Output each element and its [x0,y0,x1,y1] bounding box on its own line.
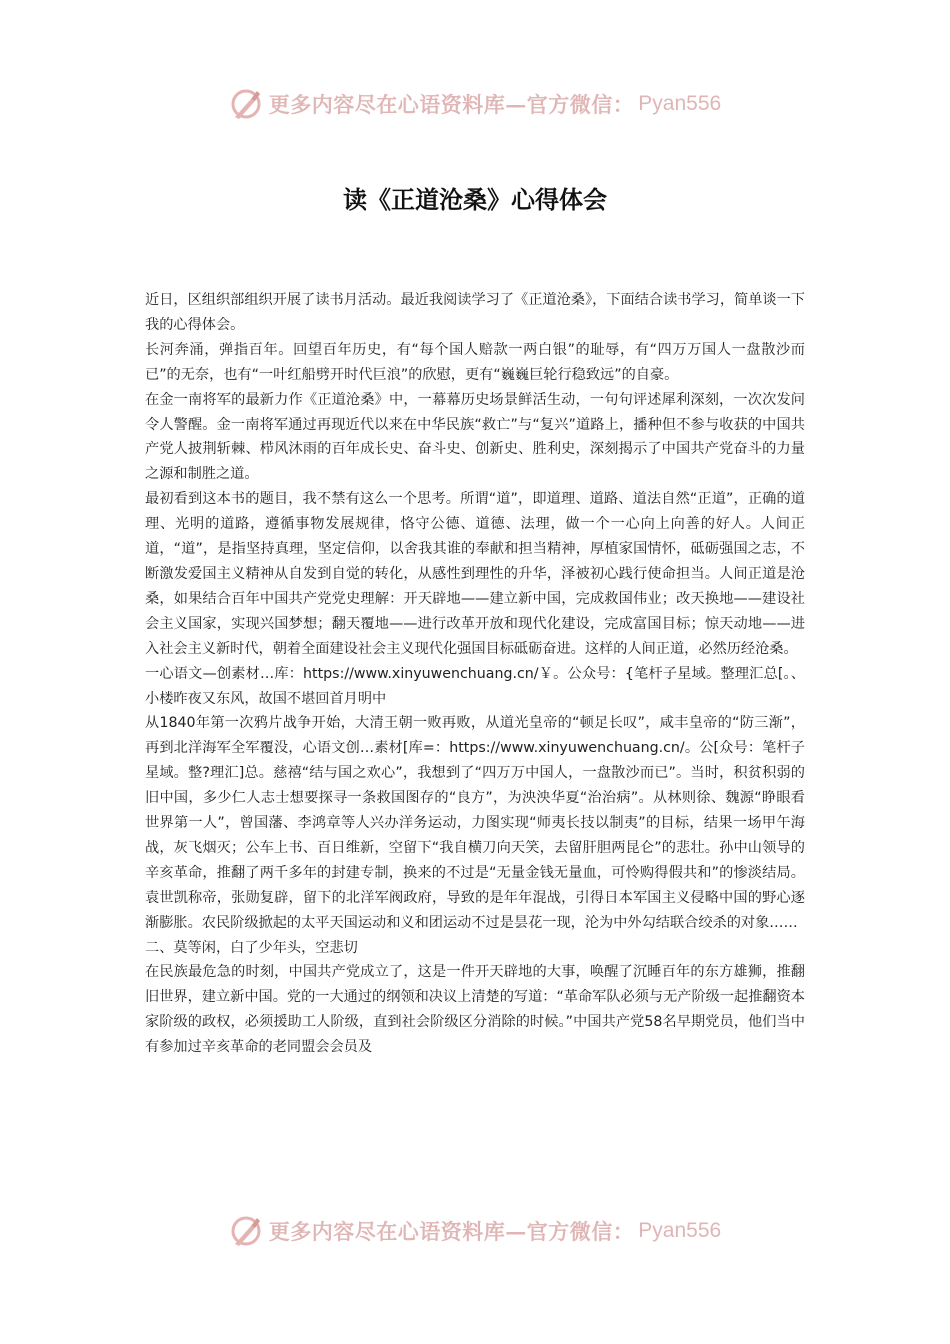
paragraph: 近日，区组织部组织开展了读书月活动。最近我阅读学习了《正道沧桑》，下面结合读书学习，简单谈一下我的心得体会。 [145,292,805,333]
banner-text: 更多内容尽在心语资料库—官方微信： [268,92,635,117]
paragraph: 长河奔涌，弹指百年。回望百年历史，有“每个国人赔款一两白银”的耻辱，有“四万万国人一盘散沙而已”的无奈，也有“一叶红船劈开时代巨浪”的欣慰，更有“巍巍巨轮行稳致远”的自豪。 [145,341,805,383]
header-watermark-banner [0,84,950,124]
pen-logo-icon [229,87,263,121]
paragraph: 在民族最危急的时刻，中国共产党成立了，这是一件开天辟地的大事，唤醒了沉睡百年的东方雄狮，推翻旧世界，建立新中国。党的一大通过的纲领和决议上清楚的写道：“革命军队必须与无产阶级一起推翻资本家阶级的政权，必须援助工人阶级，直到社会阶级区分消除的时候。”中国共产党58名早期党员，他们当中有参加过辛亥革命的老同盟会会员及 [145,964,805,1056]
section-heading: 二、莫等闲，白了少年头，空悲切 [145,939,358,956]
pen-logo-icon [229,1214,263,1248]
paragraph: 在金一南将军的最新力作《正道沧桑》中，一幕幕历史场景鲜活生动，一句句评述犀利深刻，一次次发问令人警醒。金一南将军通过再现近代以来在中华民族“救亡”与“复兴”道路上，播种但不参与收获的中国共产党人披荆斩棘、栉风沐雨的百年成长史、奋斗史、创新史、胜利史，深刻揭示了中国共产党奋斗的力量之源和制胜之道。 [145,391,805,483]
banner-wechat-id: Pyan556 [638,1219,722,1242]
footer-watermark-banner [0,1211,950,1251]
paragraph: 一心语文—创素材…库：https://www.xinyuwenchuang.cn/￥。公众号：{笔杆子星域。整理汇总[。、小楼昨夜又东风，故国不堪回首月明中 [145,665,805,707]
banner-text: 更多内容尽在心语资料库—官方微信： [268,1219,635,1244]
document-body [145,288,805,1060]
paragraph: 最初看到这本书的题目，我不禁有这么一个思考。所谓“道”，即道理、道路、道法自然“正道”，正确的道理、光明的道路，遵循事物发展规律，恪守公德、道德、法理，做一个一心向上向善的好人。人间正道，“道”，是指坚持真理，坚定信仰，以舍我其谁的奉献和担当精神，厚植家国情怀，砥砺强国之志，不断激发爱国主义精神从自发到自觉的转化，从感性到理性的升华，泽被初心践行使命担当。人间正道是沧桑，如果结合百年中国共产党党史理解：开天辟地——建立新中国，完成救国伟业；改天换地——建设社会主义国家，实现兴国梦想；翻天覆地——进行改革开放和现代化建设，完成富国目标；惊天动地——进入社会主义新时代，朝着全面建设社会主义现代化强国目标砥砺奋进。这样的人间正道，必然历经沧桑。 [145,491,805,657]
paragraph: 从1840年第一次鸦片战争开始，大清王朝一败再败，从道光皇帝的“顿足长叹”，咸丰皇帝的“防三渐”，再到北洋海军全军覆没，心语文创…素材[库=：https://www.xinyuwenchuang.cn/。公[众号：笔杆子星域。整?理汇]总。慈禧“结与国之欢心”，我想到了“四万万中国人，一盘散沙而已”。当时，积贫积弱的旧中国，多少仁人志士想要探寻一条救国图存的“良方”，为泱泱华夏“治治病”。从林则徐、魏源“睁眼看世界第一人”，曾国藩、李鸿章等人兴办洋务运动，力图实现“师夷长技以制夷”的目标，结果一场甲午海战，灰飞烟灭；公车上书、百日维新，空留下“我自横刀向天笑，去留肝胆两昆仑”的悲壮。孙中山领导的辛亥革命，推翻了两千多年的封建专制，换来的不过是“无量金钱无量血，可怜购得假共和”的惨淡结局。袁世凯称帝，张勋复辟，留下的北洋军阀政府，导致的是年年混战，引得日本军国主义侵略中国的野心逐渐膨胀。农民阶级掀起的太平天国运动和义和团运动不过是昙花一现，沦为中外勾结联合绞杀的对象…… [145,715,805,931]
document-title: 读《正道沧桑》心得体会 [343,186,607,214]
banner-wechat-id: Pyan556 [638,92,722,115]
